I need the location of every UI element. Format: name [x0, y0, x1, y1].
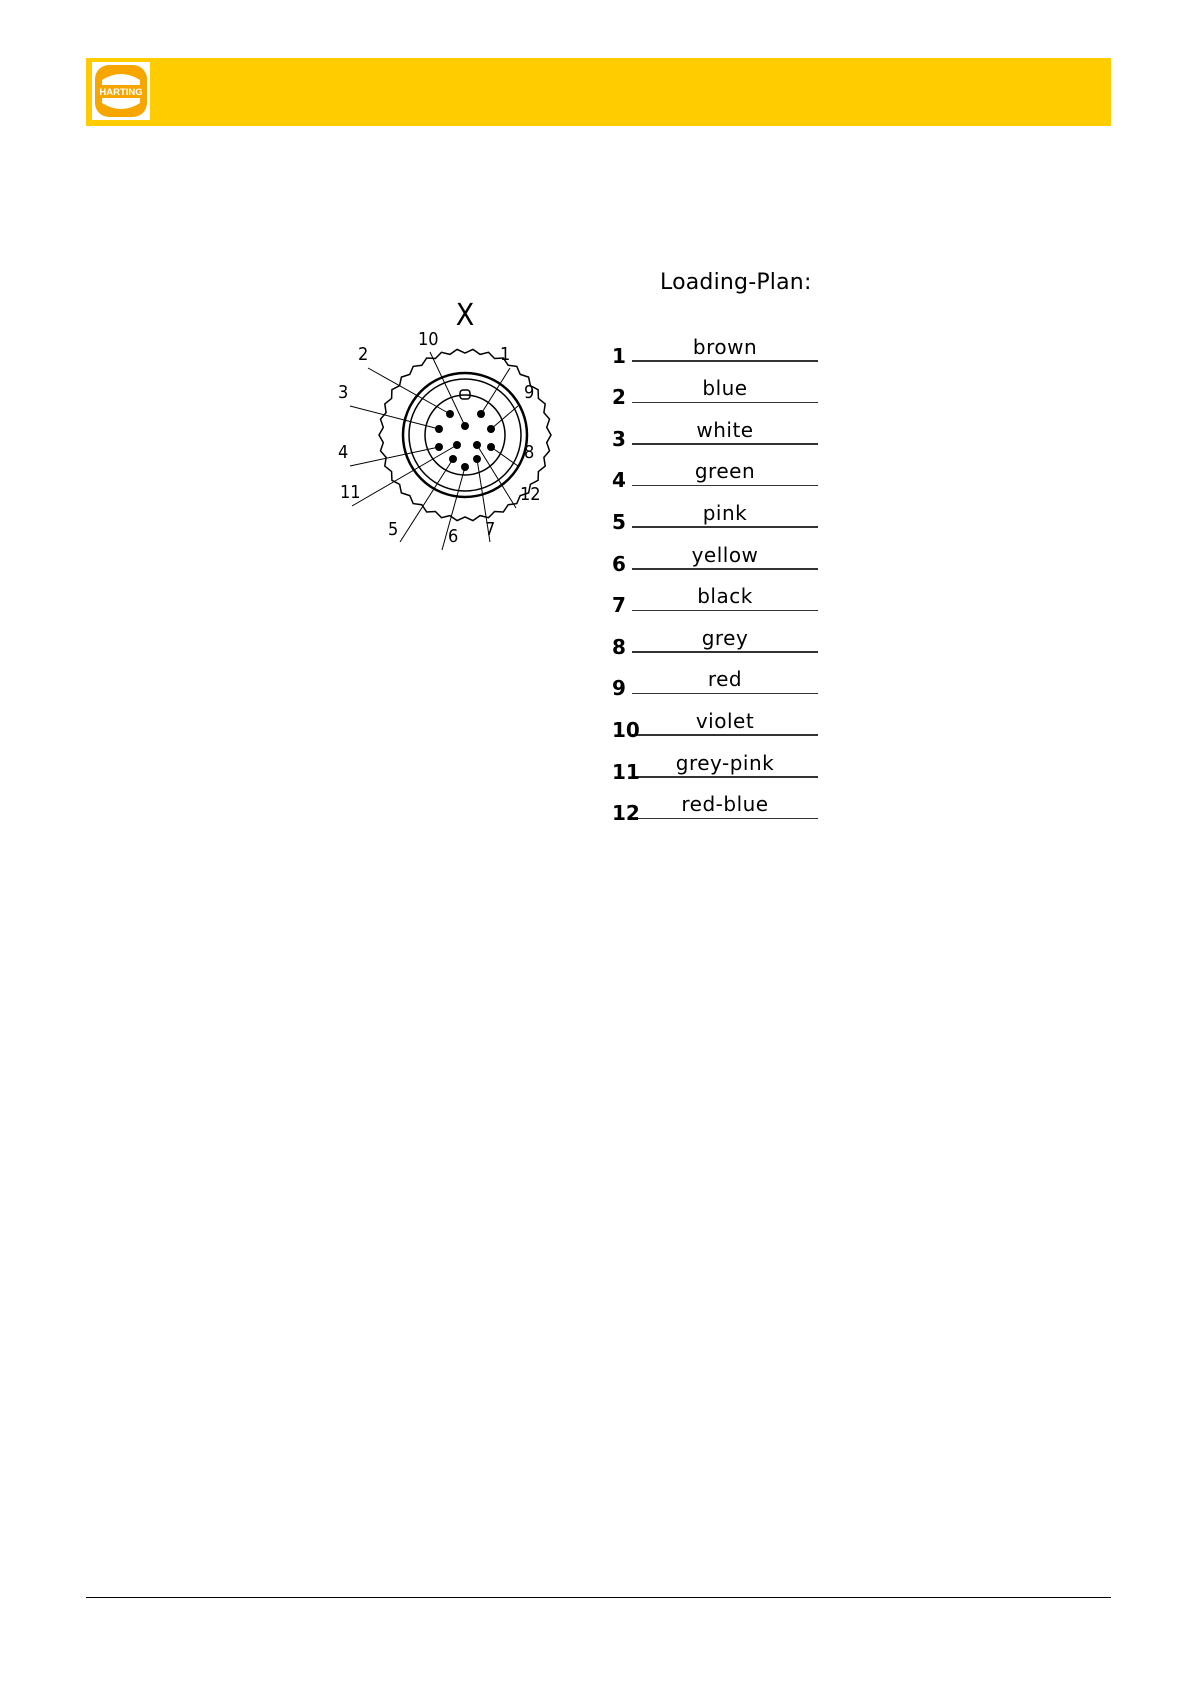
pin-number: 2 — [612, 385, 626, 410]
wire-color: green — [694, 459, 756, 484]
loading-plan-row — [612, 320, 812, 368]
pin-number: 5 — [612, 509, 626, 534]
loading-plan-title: Loading-Plan: — [660, 270, 812, 295]
pin-label-4: 4 — [338, 442, 349, 463]
insulator-outer — [409, 379, 521, 491]
pin-label-5: 5 — [388, 519, 399, 540]
leader-line — [481, 368, 510, 414]
wire-color: black — [697, 584, 753, 609]
loading-plan-row — [612, 445, 812, 493]
leader-line — [400, 459, 453, 542]
loading-plan-row — [612, 528, 812, 576]
pin-label-1: 1 — [500, 344, 511, 365]
footer-divider — [86, 1597, 1111, 1598]
wire-color: blue — [702, 376, 748, 401]
pin-number: 11 — [612, 759, 640, 784]
wire-color: brown — [692, 334, 758, 359]
loading-plan-row — [612, 611, 812, 659]
wire-color: red-blue — [681, 792, 769, 817]
leader-line — [350, 406, 439, 429]
pin-label-2: 2 — [358, 344, 369, 365]
pin-label-10: 10 — [418, 329, 439, 350]
loading-plan-table — [612, 320, 812, 826]
loading-plan-row — [612, 778, 812, 826]
harting-logo — [92, 62, 150, 120]
plan-line — [632, 818, 818, 820]
pin-number: 10 — [612, 717, 640, 742]
pin-label-11: 11 — [340, 482, 361, 503]
pin-number: 9 — [612, 676, 626, 701]
connector-face — [350, 349, 551, 550]
wire-color: violet — [695, 708, 755, 733]
pin-label-8: 8 — [524, 442, 535, 463]
pin-number: 8 — [612, 634, 626, 659]
wire-color: yellow — [691, 542, 759, 567]
wire-color: grey — [701, 625, 749, 650]
wire-color: grey-pink — [675, 750, 775, 775]
pin-number: 6 — [612, 551, 626, 576]
pin-number: 12 — [612, 801, 640, 826]
pin-label-7: 7 — [485, 519, 496, 540]
loading-plan-row — [612, 486, 812, 534]
logo-text: HARTING — [99, 87, 143, 98]
loading-plan-row — [612, 653, 812, 701]
pin-label-3: 3 — [338, 382, 349, 403]
pin-number: 4 — [612, 468, 626, 493]
header-bar — [86, 58, 1111, 126]
pin-label-12: 12 — [520, 484, 541, 505]
pin-number: 1 — [612, 343, 626, 368]
connector-label: X — [455, 298, 475, 333]
pin-number: 7 — [612, 593, 626, 618]
wire-color: red — [707, 667, 743, 692]
loading-plan-row — [612, 694, 812, 742]
connector-pin-labels — [338, 329, 541, 547]
loading-plan-row — [612, 736, 812, 784]
pin-number: 3 — [612, 426, 626, 451]
pin-label-6: 6 — [448, 526, 459, 547]
loading-plan-row — [612, 403, 812, 451]
wire-color: white — [696, 417, 754, 442]
loading-plan-row — [612, 570, 812, 618]
pin-label-9: 9 — [524, 382, 535, 403]
wire-color: pink — [702, 500, 748, 525]
leader-line — [491, 447, 518, 466]
coupling-ring — [403, 373, 527, 497]
loading-plan-row — [612, 362, 812, 410]
